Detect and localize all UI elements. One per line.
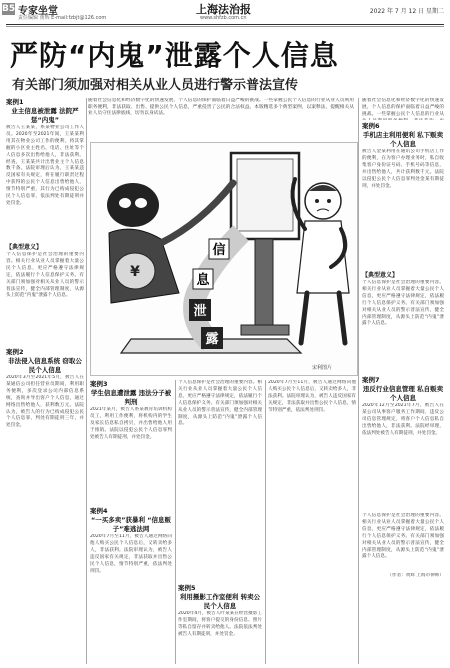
intro-paragraph: 随着社会信息化和经济数字化的快速发展，个人信息的保护面临着日益严峻的挑战。一些掌握公民个人信息的行业从业人员利用职务便利，非法获取、出售、提供公民个人信息，严重侵害了公民的合法权益。本版精选多个典型案例，以案释法，提醒相关从业人员守住法律底线，切勿以身试法。: [88, 98, 354, 117]
svg-text:信: 信: [212, 243, 226, 258]
expert-comment-body: 个人信息保护是社会治理的重要内容。相关行业从业人员掌握着大量公民个人信息，更应严格遵守法律规定，依法履行个人信息保护义务。有关部门须加强对相关从业人员的警示普法宣传，健全内部管理制度，从源头上防范“内鬼”泄露个人信息。: [362, 280, 444, 327]
case-title: 违反行业信息管理 私自贩卖个人信息: [362, 385, 444, 402]
case-title: 利用摄影工作室便利 转卖公民个人信息: [179, 593, 261, 610]
author-credit: （作者：黄辉 上海市律师）: [387, 573, 444, 578]
case-body: 2021年某月，被告人系某教育培训机构员工，利用工作便利，将机构内的学生及家长信息私自拷贝，并出售给他人用于推销。法院以侵犯公民个人信息罪判处被告人有期徒刑，并处罚金。: [90, 407, 172, 440]
issue-date: 2022 年 7 月 12 日 星期二: [369, 8, 444, 15]
case-body: 2020年7月至11月，被告人通过网络向他人购买公民个人信息后，又转卖给多人，非法获利。法院审理认为，被告人违反国家有关规定，非法获取并出售公民个人信息，情节特别严重，依法判处刑罚。: [90, 534, 172, 574]
right-column: [362, 98, 444, 664]
case-title: 学生信息遭泄露 违法分子被判刑: [90, 389, 172, 406]
case-label: 案例5: [178, 584, 196, 592]
center-column-b: [178, 380, 262, 664]
cartoon-illustration: [91, 143, 357, 375]
header-rule: [6, 24, 444, 25]
case-body: 被告人王某某，系某物业公司工作人员。2020年至2021年间，王某某利用其在物业公司工作的便利，将其掌握的小区业主姓名、电话、住址等个人信息多次出售给他人，非法获利。经查，王某某共计出售业主个人信息数千条。法院审理后认为，王某某违反国家有关规定，将在履行职责过程中获得的公民个人信息出售给他人，情节特别严重，其行为已构成侵犯公民个人信息罪，依法判处有期徒刑并处罚金。: [6, 125, 84, 206]
case-body: 2020年7月至11月，被告人通过网络向他人购买公民个人信息后，又转卖给多人，非法获利。法院审理认为，被告人违反国家有关规定，非法获取并出售公民个人信息，情节特别严重，依法判处刑罚。: [268, 380, 356, 413]
svg-text:息: 息: [196, 273, 210, 288]
section-title: 专家坐堂: [18, 6, 58, 17]
editorial-cartoon: [90, 142, 358, 376]
expert-comment-body: 个人信息保护是社会治理的重要内容。相关行业从业人员掌握着大量公民个人信息，更应严格遵守法律规定，依法履行个人信息保护义务。有关部门须加强对相关从业人员的警示普法宣传，健全内部管理制度，从源头上防范“内鬼”泄露个人信息。: [362, 513, 444, 560]
newspaper-masthead: 上海法治报: [196, 3, 251, 16]
column-divider: [265, 380, 266, 664]
expert-comment-label: 【典型意义】: [6, 244, 43, 251]
column-divider: [358, 98, 359, 664]
column-divider: [86, 98, 87, 664]
main-headline: 严防“内鬼”泄露个人信息: [10, 39, 339, 72]
cartoon-credit: 宋利图片: [312, 365, 333, 371]
case-title: 非法侵入信息系统 窃取公民个人信息: [8, 357, 82, 374]
case-label: 案例3: [90, 380, 108, 388]
center-column-c: [268, 380, 356, 664]
expert-comment-body: 个人信息保护是社会治理的重要内容。相关行业从业人员掌握着大量公民个人信息，更应严格遵守法律规定，依法履行个人信息保护义务。有关部门须加强对相关从业人员的警示普法宣传，健全内部管理制度，从源头上防范“内鬼”泄露个人信息。: [6, 252, 84, 299]
page-number-badge: B5: [2, 4, 16, 14]
case-title: 手机店主利用便利 私下贩卖个人信息: [362, 131, 444, 148]
money-bag-symbol: ¥: [130, 264, 140, 280]
case-body: 2020年12月至2021年7月，被告人在某公司从事客户服务工作期间，违反公司信息管理规定，将客户个人信息私自出售给他人，非法获利。法院经审理，依法判处被告人有期徒刑，并处罚金。: [362, 403, 444, 436]
expert-comment-body: 个人信息保护是社会治理的重要内容。相关行业从业人员掌握着大量公民个人信息，更应严格遵守法律规定，依法履行个人信息保护义务。有关部门须加强对相关从业人员的警示普法宣传，健全内部管理制度，从源头上防范“内鬼”泄露个人信息。: [178, 380, 262, 427]
header-rule-thin: [6, 26, 444, 27]
column-divider: [175, 380, 176, 664]
case-title: “一买多卖”获暴利 “信息贩子”难逃法网: [90, 516, 172, 533]
left-column: [6, 98, 84, 664]
case-label: 案例7: [362, 376, 380, 384]
case-label: 案例4: [90, 507, 108, 515]
case-body: 2020年3月至2021年5月，被告人在某通信公司担任营业员期间，利用职务便利，多次登录公司内部信息系统，查询并导出客户个人信息，通过网络出售给他人，获利数万元。法院认为，被告人的行为已构成侵犯公民个人信息罪，判处有期徒刑三年，并处罚金。: [6, 375, 84, 429]
case-body: 2020年4月，被告人叶某某在经营摄影工作室期间，将客户提交的身份信息、照片等私自留存并转卖给他人。法院依法判处被告人有期徒刑，并处罚金。: [178, 611, 262, 637]
case-title: 业主信息被泄露 法院严惩“内鬼”: [11, 107, 79, 124]
expert-comment-label: 【典型意义】: [362, 272, 399, 279]
continued-text: 随着社会信息化和经济数字化的快速发展，个人信息的保护面临着日益严峻的挑战。一些掌握公民个人信息的行业从: [362, 98, 444, 117]
sub-headline: 有关部门须加强对相关从业人员进行警示普法宣传: [12, 78, 299, 93]
case-label: 案例6: [362, 122, 380, 130]
editor-credits: 责任编辑 黄辉 E-mail:fzbjt@126.com: [18, 15, 107, 21]
case-label: 案例1: [6, 98, 24, 106]
case-body: 被告人金某利用在通讯公司手机店工作的便利，在为客户办理业务时，私自收集客户身份证号码、手机号码等信息，并出售给他人，共计获利数千元。法院以侵犯公民个人信息罪判处金某有期徒刑，并处罚金。: [362, 149, 444, 189]
center-column-a: [90, 380, 172, 664]
svg-text:泄: 泄: [193, 304, 207, 319]
case-label: 案例2: [6, 348, 24, 356]
newspaper-website: www.shfzb.com.cn: [200, 15, 247, 21]
svg-text:露: 露: [205, 332, 219, 347]
